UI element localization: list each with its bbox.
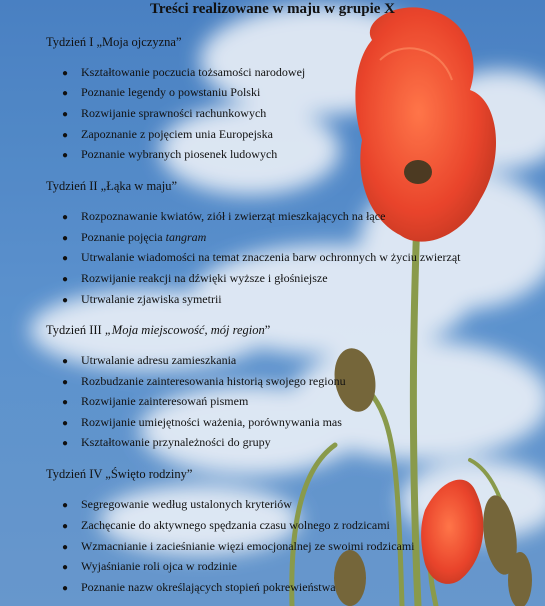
week-3-heading: Tydzień III „Moja miejscowość, mój region” bbox=[46, 323, 271, 337]
list-item: ● Rozwijanie sprawności rachunkowych bbox=[62, 106, 267, 120]
list-item: ● Wzmacnianie i zacieśnianie więzi emocjonalnej ze swoimi rodzicami bbox=[62, 539, 415, 553]
list-item: ● Rozwijanie umiejętności ważenia, porównywania mas bbox=[62, 415, 342, 429]
list-item: ● Rozwijanie zainteresowań pismem bbox=[62, 394, 249, 408]
list-item: ● Segregowanie według ustalonych kryteriów bbox=[62, 497, 292, 511]
week-2-heading: Tydzień II „Łąka w maju” bbox=[46, 179, 178, 193]
document-title: Treści realizowane w maju w grupie X bbox=[150, 1, 395, 17]
week-1-heading: Tydzień I „Moja ojczyzna” bbox=[46, 35, 182, 49]
list-item: ● Zapoznanie z pojęciem unia Europejska bbox=[62, 127, 273, 141]
list-item: ● Kształtowanie poczucia tożsamości narodowej bbox=[62, 65, 306, 79]
week-4-heading: Tydzień IV „Święto rodziny” bbox=[46, 467, 193, 481]
list-item: ● Zachęcanie do aktywnego spędzania czasu wolnego z rodzicami bbox=[62, 518, 390, 532]
list-item: ● Poznanie pojęcia tangram bbox=[62, 230, 207, 244]
list-item: ● Kształtowanie przynależności do grupy bbox=[62, 435, 271, 449]
list-item: ● Utrwalanie adresu zamieszkania bbox=[62, 353, 237, 367]
list-item: ● Poznanie wybranych piosenek ludowych bbox=[62, 147, 278, 161]
list-item: ● Wyjaśnianie roli ojca w rodzinie bbox=[62, 559, 237, 573]
list-item: ● Poznanie legendy o powstaniu Polski bbox=[62, 85, 261, 99]
list-item: ● Rozpoznawanie kwiatów, ziół i zwierząt mieszkających na łące bbox=[62, 209, 386, 223]
list-item: ● Utrwalanie zjawiska symetrii bbox=[62, 292, 222, 306]
list-item: ● Rozbudzanie zainteresowania historią swojego regionu bbox=[62, 374, 346, 388]
list-item: ● Poznanie nazw określających stopień pokrewieństwa bbox=[62, 580, 336, 594]
list-item: ● Utrwalanie wiadomości na temat znaczenia barw ochronnych w życiu zwierząt bbox=[62, 250, 461, 264]
list-item: ● Rozwijanie reakcji na dźwięki wyższe i głośniejsze bbox=[62, 271, 328, 285]
emphasis-term: tangram bbox=[165, 230, 207, 244]
